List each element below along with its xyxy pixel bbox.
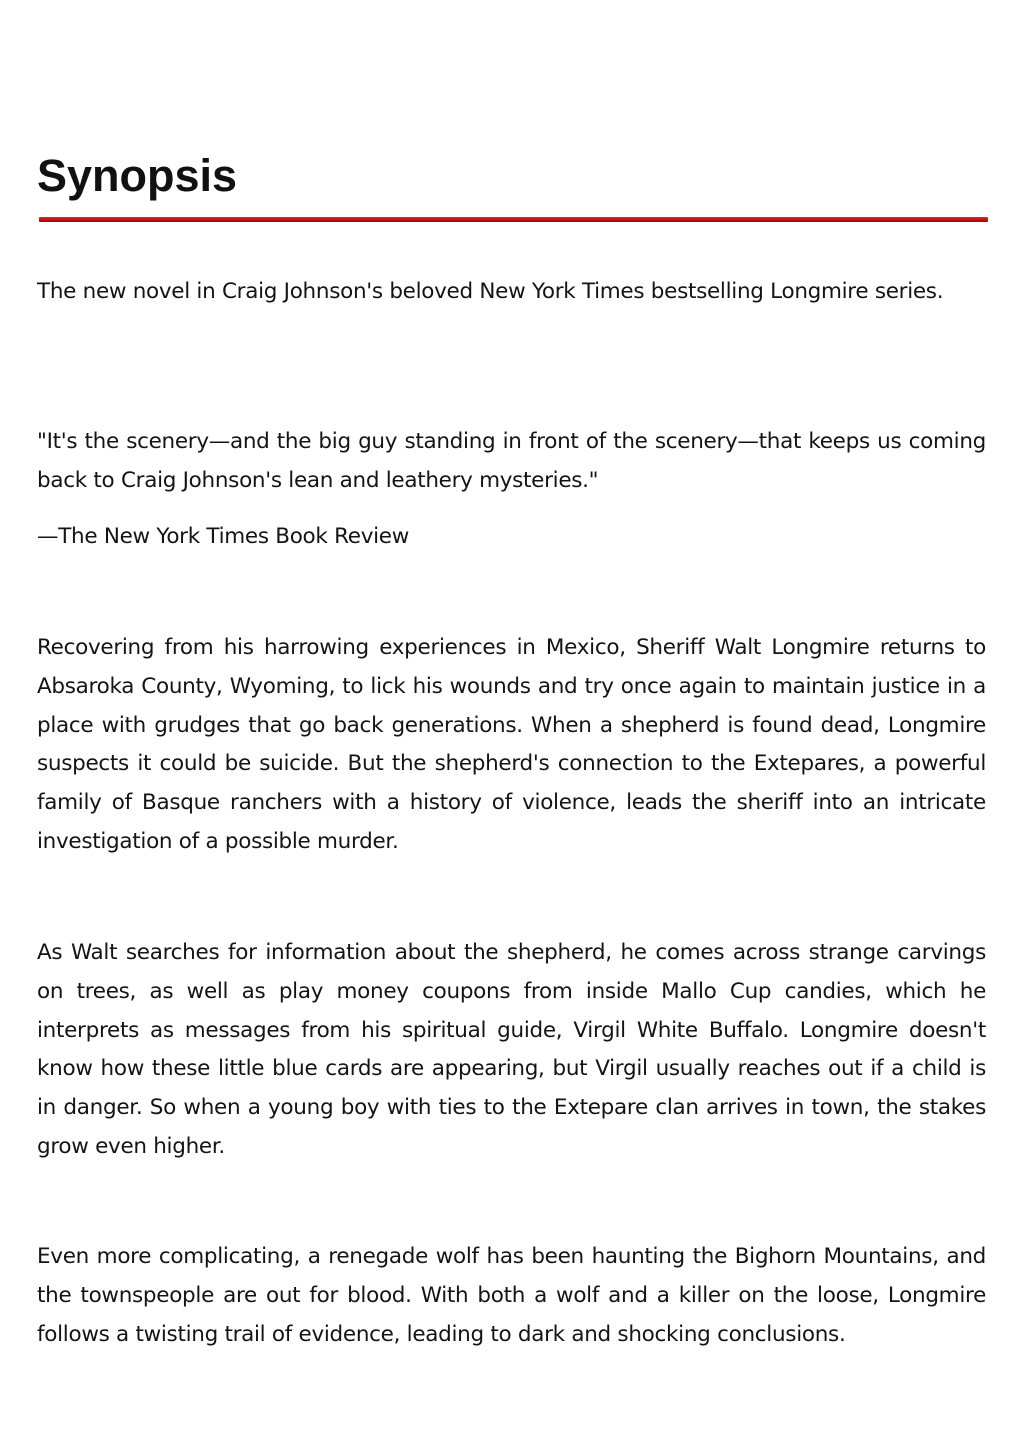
review-quote: "It's the scenery—and the big guy standing in front of the scenery—that keeps us coming back to Craig Johnson's lean and leathery mysteries." <box>37 429 986 493</box>
synopsis-paragraph-3: Even more complicating, a renegade wolf has been haunting the Bighorn Mountains, and the townspeople are out for blood. With both a wolf and a killer on the loose, Longmire follows a twisting trail of evidence, leading to dark and shocking conclusions. <box>37 1244 986 1347</box>
synopsis-paragraph-2: As Walt searches for information about the shepherd, he comes across strange carvings on trees, as well as play money coupons from inside Mallo Cup candies, which he interprets as messages from his spiritual guide, Virgil White Buffalo. Longmire doesn't know how these little blue cards are appearing, but Virgil usually reaches out if a child is in danger. So when a young boy with ties to the Extepare clan arrives in town, the stakes grow even higher. <box>37 940 986 1159</box>
review-attribution: —The New York Times Book Review <box>37 524 410 549</box>
title-divider <box>39 217 988 222</box>
intro-paragraph: The new novel in Craig Johnson's beloved New York Times bestselling Longmire series. <box>37 279 944 304</box>
page-title: Synopsis <box>37 150 238 201</box>
synopsis-paragraph-1: Recovering from his harrowing experiences in Mexico, Sheriff Walt Longmire returns to Absaroka County, Wyoming, to lick his wounds and try once again to maintain justice in a place with grudges that go back generations. When a shepherd is found dead, Longmire suspects it could be suicide. But the shepherd's connection to the Extepares, a powerful family of Basque ranchers with a history of violence, leads the sheriff into an intricate investigation of a possible murder. <box>37 635 986 854</box>
